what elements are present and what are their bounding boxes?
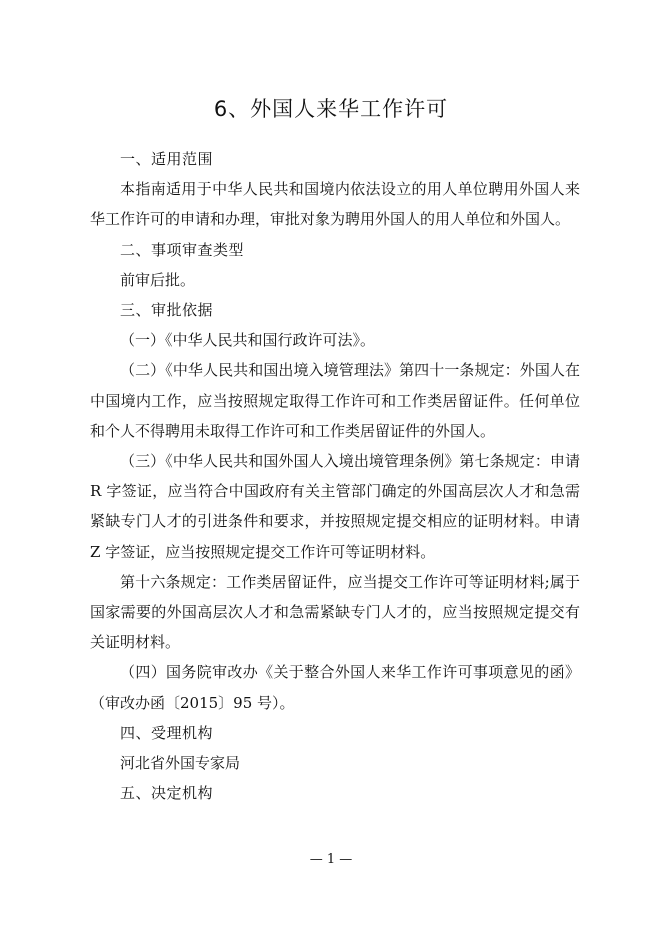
section-heading-legal-basis: 三、审批依据: [120, 301, 214, 320]
section-heading-accepting-agency: 四、受理机构: [120, 723, 214, 742]
paragraph-legal-basis-4: 第十六条规定：工作类居留证件，应当提交工作许可等证明材料;属于国家需要的外国高层次人才和急需紧缺专门人才的，应当按照规定提交有关证明材料。: [90, 572, 580, 652]
section-heading-scope: 一、适用范围: [120, 150, 214, 168]
section-heading-deciding-agency: 五、决定机构: [120, 784, 214, 803]
paragraph-legal-basis-1: （一）《中华人民共和国行政许可法》。: [120, 331, 376, 350]
paragraph-accepting-agency: 河北省外国专家局: [120, 754, 241, 773]
document-title: 6、外国人来华工作许可: [213, 97, 449, 121]
paragraph-legal-basis-2: （二）《中华人民共和国出境入境管理法》第四十一条规定：外国人在中国境内工作，应当按照规定取得工作许可和工作类居留证件。任何单位和个人不得聘用未取得工作许可和工作类居留证件的外国人。: [90, 361, 580, 440]
paragraph-review-type: 前审后批。: [120, 270, 196, 289]
paragraph-legal-basis-5: （四）国务院审改办《关于整合外国人来华工作许可事项意见的函》（审改办函〔2015〕95 号）。: [90, 663, 580, 712]
page-number: — 1 —: [309, 852, 353, 867]
paragraph-scope: 本指南适用于中华人民共和国境内依法设立的用人单位聘用外国人来华工作许可的申请和办理，审批对象为聘用外国人的用人单位和外国人。: [90, 180, 580, 229]
document-body: [90, 144, 580, 808]
paragraph-legal-basis-3: （三）《中华人民共和国外国人入境出境管理条例》第七条规定：申请 R 字签证，应当符合中国政府有关主管部门确定的外国高层次人才和急需紧缺专门人才的引进条件和要求，并按照规定提交相应的证明材料。申请 Z 字签证，应当按照规定提交工作许可等证明材料。: [90, 452, 580, 561]
section-heading-review-type: 二、事项审查类型: [120, 240, 245, 259]
